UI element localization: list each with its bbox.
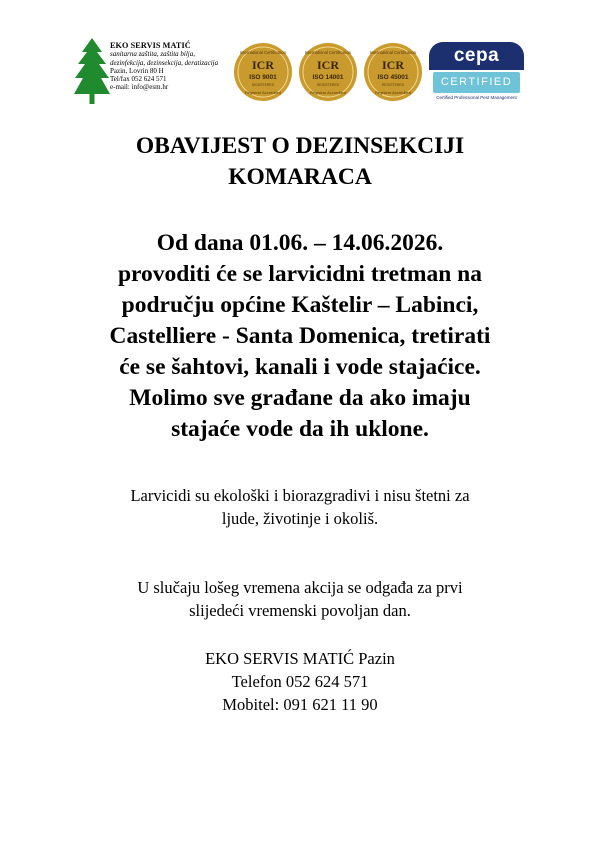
- cepa-brand: cepa: [429, 42, 524, 70]
- letterhead: [0, 36, 600, 106]
- weather-info-paragraph: [50, 576, 550, 622]
- company-name: EKO SERVIS MATIĆ: [110, 41, 191, 50]
- eco-info-line: ljude, životinje i okoliš.: [221, 509, 379, 528]
- contact-mobile: Mobitel: 091 621 11 90: [222, 695, 378, 714]
- title-line: KOMARACA: [228, 164, 372, 190]
- announcement-line: Molimo sve građane da ako imaju: [129, 385, 471, 411]
- seal-standard: ISO 9001: [249, 74, 277, 81]
- title-line: OBAVIJEST O DEZINSEKCIJI: [135, 133, 465, 159]
- iso-14001-seal-icon: [298, 42, 358, 102]
- company-services-1: sanitarna zaštita, zaštita bilja,: [110, 50, 195, 59]
- company-services-2: dezinfekcija, dezinsekcija, deratizacija: [110, 58, 219, 67]
- announcement-line: području općine Kaštelir – Labinci,: [121, 292, 479, 318]
- weather-info-line: slijedeći vremenski povoljan dan.: [189, 601, 411, 620]
- iso-45001-seal-icon: [363, 42, 423, 102]
- seal-standard: ISO 45001: [377, 74, 409, 81]
- seal-top-text: International Certification: [304, 50, 352, 55]
- contact-company: EKO SERVIS MATIĆ Pazin: [205, 649, 395, 668]
- company-info: [110, 42, 230, 92]
- cepa-certified-label: CERTIFIED: [433, 72, 520, 93]
- seal-brand: ICR: [251, 58, 275, 72]
- notice-title: [40, 131, 560, 193]
- announcement-line: Castelliere - Santa Domenica, tretirati: [109, 323, 491, 349]
- company-phone: Tel/fax 052 624 571: [110, 75, 167, 84]
- announcement-line: provoditi će se larvicidni tretman na: [117, 261, 482, 287]
- eco-info-line: Larvicidi su ekološki i biorazgradivi i nisu štetni za: [130, 486, 470, 505]
- seal-top-text: International Certification: [239, 50, 287, 55]
- contact-phone: Telefon 052 624 571: [231, 672, 369, 691]
- cepa-tagline: Certified Professional Pest Management: [436, 95, 517, 100]
- seal-bottom-text: Registrar Accredited: [244, 90, 282, 95]
- seal-registered: REGISTERED: [316, 83, 340, 87]
- contact-block: [50, 647, 550, 716]
- treatment-announcement: [30, 228, 570, 445]
- weather-info-line: U slučaju lošeg vremena akcija se odgađa za prvi: [137, 578, 463, 597]
- eco-info-paragraph: [50, 484, 550, 530]
- seal-brand: ICR: [381, 58, 405, 72]
- company-address: Pazin, Lovrin 80 H: [110, 66, 164, 75]
- seal-top-text: International Certification: [369, 50, 417, 55]
- seal-bottom-text: Registrar Accredited: [309, 90, 347, 95]
- announcement-line: Od dana 01.06. – 14.06.2026.: [156, 230, 444, 256]
- company-email: e-mail: info@esm.hr: [110, 83, 169, 92]
- seal-registered: REGISTERED: [381, 83, 405, 87]
- announcement-line: će se šahtovi, kanali i vode stajaćice.: [119, 354, 481, 380]
- seal-standard: ISO 14001: [312, 74, 344, 81]
- seal-brand: ICR: [316, 58, 340, 72]
- announcement-line: stajaće vode da ih uklone.: [171, 416, 429, 442]
- cepa-certified-logo: [429, 42, 524, 104]
- seal-bottom-text: Registrar Accredited: [374, 90, 412, 95]
- seal-registered: REGISTERED: [251, 83, 275, 87]
- pine-tree-logo-icon: [74, 38, 110, 104]
- iso-9001-seal-icon: [233, 42, 293, 102]
